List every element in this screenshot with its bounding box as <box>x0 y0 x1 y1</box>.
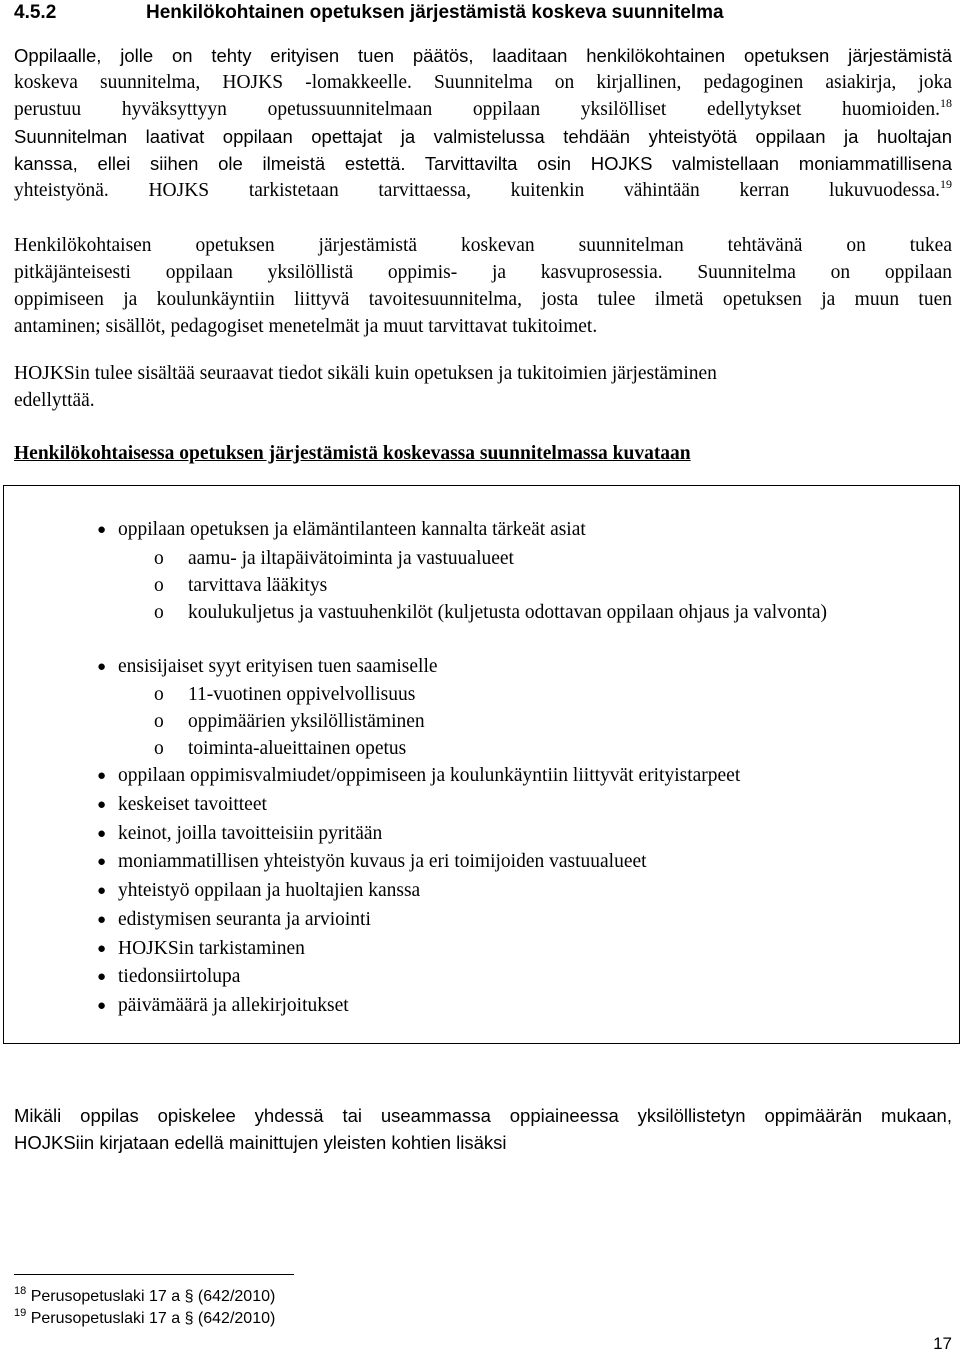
list-item-text: tiedonsiirtolupa <box>118 966 241 988</box>
section-heading-title: Henkilökohtainen opetuksen järjestämistä koskeva suunnitelma <box>146 2 724 23</box>
sub-list-item-text: tarvittava lääkitys <box>188 574 328 596</box>
paragraph-line: Suunnitelman laativat oppilaan opettajat ja valmistelussa tehdään yhteistyötä oppilaan ja huoltajan <box>14 126 952 147</box>
sub-list-item-text: 11-vuotinen oppivelvollisuus <box>188 684 416 706</box>
list-item <box>14 963 944 992</box>
paragraph-line: HOJKSiin kirjataan edellä mainittujen yleisten kohtien lisäksi <box>14 1132 507 1153</box>
footnote-number: 18 <box>14 1285 27 1297</box>
sub-bullet-icon: o <box>154 684 164 706</box>
sub-bullet-icon: o <box>154 601 164 623</box>
footnote <box>14 1287 275 1307</box>
list-item-text: päivämäärä ja allekirjoitukset <box>118 994 349 1016</box>
sub-list-item <box>14 572 944 599</box>
sub-list-item <box>14 681 944 708</box>
paragraph-line: Henkilökohtaisen opetuksen järjestämistä koskevan suunnitelman tehtävänä on tukea <box>14 235 952 256</box>
list-item <box>14 762 944 791</box>
list-item-text: ensisijaiset syyt erityisen tuen saamiselle <box>118 655 438 677</box>
list-item <box>14 516 944 545</box>
footnote-number: 19 <box>14 1307 27 1319</box>
intro-paragraph <box>14 42 952 204</box>
list-item <box>14 653 944 682</box>
bullet-icon: ● <box>97 768 107 785</box>
page-number: 17 <box>933 1334 952 1353</box>
bullet-icon: ● <box>97 854 107 871</box>
paragraph-line: kanssa, ellei siihen ole ilmeistä estettä. Tarvittavilta osin HOJKS valmistellaan moniammatillisena <box>14 153 952 174</box>
sub-list-item-text: aamu- ja iltapäivätoiminta ja vastuualueet <box>188 547 514 569</box>
bullet-icon: ● <box>97 911 107 928</box>
sub-bullet-icon: o <box>154 574 164 596</box>
list-item <box>14 906 944 935</box>
sub-bullet-icon: o <box>154 711 164 733</box>
bullet-icon: ● <box>97 825 107 842</box>
bullet-icon: ● <box>97 940 107 957</box>
paragraph-line: pitkäjänteisesti oppilaan yksilöllistä oppimis- ja kasvuprosessia. Suunnitelma on oppilaan <box>14 262 952 283</box>
sub-bullet-icon: o <box>154 738 164 760</box>
list-item-text: yhteistyö oppilaan ja huoltajien kanssa <box>118 880 421 902</box>
list-item <box>14 935 944 964</box>
sub-bullet-icon: o <box>154 547 164 569</box>
footnote-text: Perusopetuslaki 17 a § (642/2010) <box>30 1288 276 1305</box>
bullet-icon: ● <box>97 883 107 900</box>
paragraph-line: antaminen; sisällöt, pedagogiset menetelmät ja muut tarvittavat tukitoimet. <box>14 316 598 337</box>
list-item-text: HOJKSin tarkistaminen <box>118 937 305 959</box>
list-item <box>14 992 944 1021</box>
content-paragraph <box>14 360 952 414</box>
paragraph-line: koskeva suunnitelma, HOJKS -lomakkeelle. Suunnitelma on kirjallinen, pedagoginen asiakirja, joka <box>14 72 952 93</box>
footnote <box>14 1309 275 1329</box>
bullet-icon: ● <box>97 969 107 986</box>
footnote-reference: 18 <box>940 96 952 110</box>
sub-list-item-text: koulukuljetus ja vastuuhenkilöt (kuljetusta odottavan oppilaan ohjaus ja valvonta) <box>188 601 828 623</box>
footnote-divider <box>14 1274 294 1275</box>
paragraph-line <box>14 96 952 123</box>
list-item-text: oppilaan opetuksen ja elämäntilanteen kannalta tärkeät asiat <box>118 519 586 540</box>
bullet-icon: ● <box>97 997 107 1014</box>
sub-list-item-text: oppimäärien yksilöllistäminen <box>188 711 425 733</box>
list-item-text: oppilaan oppimisvalmiudet/oppimiseen ja koulunkäyntiin liittyvät erityistarpeet <box>118 765 741 787</box>
list-item-text: keinot, joilla tavoitteisiin pyritään <box>118 822 383 844</box>
closing-paragraph <box>14 1102 952 1156</box>
footnote-text: Perusopetuslaki 17 a § (642/2010) <box>30 1310 276 1327</box>
list-item-text: moniammatillisen yhteistyön kuvaus ja eri toimijoiden vastuualueet <box>118 851 647 873</box>
list-title: Henkilökohtaisessa opetuksen järjestämistä koskevassa suunnitelmassa kuvataan <box>14 443 691 464</box>
paragraph-line: Mikäli oppilas opiskelee yhdessä tai useammassa oppiaineessa yksilöllistetyn oppimäärän mukaan, <box>14 1105 952 1126</box>
paragraph-line: oppimiseen ja koulunkäyntiin liittyvä tavoitesuunnitelma, josta tulee ilmetä opetuksen ja muun tuen <box>14 289 952 310</box>
sub-list-item-text: toiminta-alueittainen opetus <box>188 738 407 760</box>
bullet-icon: ● <box>97 658 107 675</box>
list-item <box>14 791 944 820</box>
purpose-paragraph <box>14 232 952 340</box>
content-list <box>14 516 944 1021</box>
list-item <box>14 820 944 849</box>
sub-list-item <box>14 735 944 762</box>
sub-list-item <box>14 599 944 653</box>
paragraph-line <box>14 177 952 204</box>
bullet-icon: ● <box>97 797 107 814</box>
sub-list-item <box>14 708 944 735</box>
footnote-reference: 19 <box>940 177 952 191</box>
paragraph-line: HOJKSin tulee sisältää seuraavat tiedot sikäli kuin opetuksen ja tukitoimien järjestäminen <box>14 363 717 384</box>
list-item-text: edistymisen seuranta ja arviointi <box>118 908 371 930</box>
list-item <box>14 848 944 877</box>
paragraph-line: edellyttää. <box>14 390 95 411</box>
paragraph-line-text: yhteistyönä. HOJKS tarkistetaan tarvittaessa, kuitenkin vähintään kerran lukuvuodessa. <box>14 180 940 201</box>
list-item <box>14 877 944 906</box>
list-item-text: keskeiset tavoitteet <box>118 794 267 816</box>
paragraph-line-text: perustuu hyväksyttyyn opetussuunnitelmaan oppilaan yksilölliset edellytykset huomioiden. <box>14 99 940 120</box>
section-heading <box>14 0 724 26</box>
sub-list-item <box>14 545 944 572</box>
paragraph-line: Oppilaalle, jolle on tehty erityisen tuen päätös, laaditaan henkilökohtainen opetuksen järjestämistä <box>14 45 952 66</box>
section-number: 4.5.2 <box>14 2 57 23</box>
bullet-icon: ● <box>97 522 107 538</box>
